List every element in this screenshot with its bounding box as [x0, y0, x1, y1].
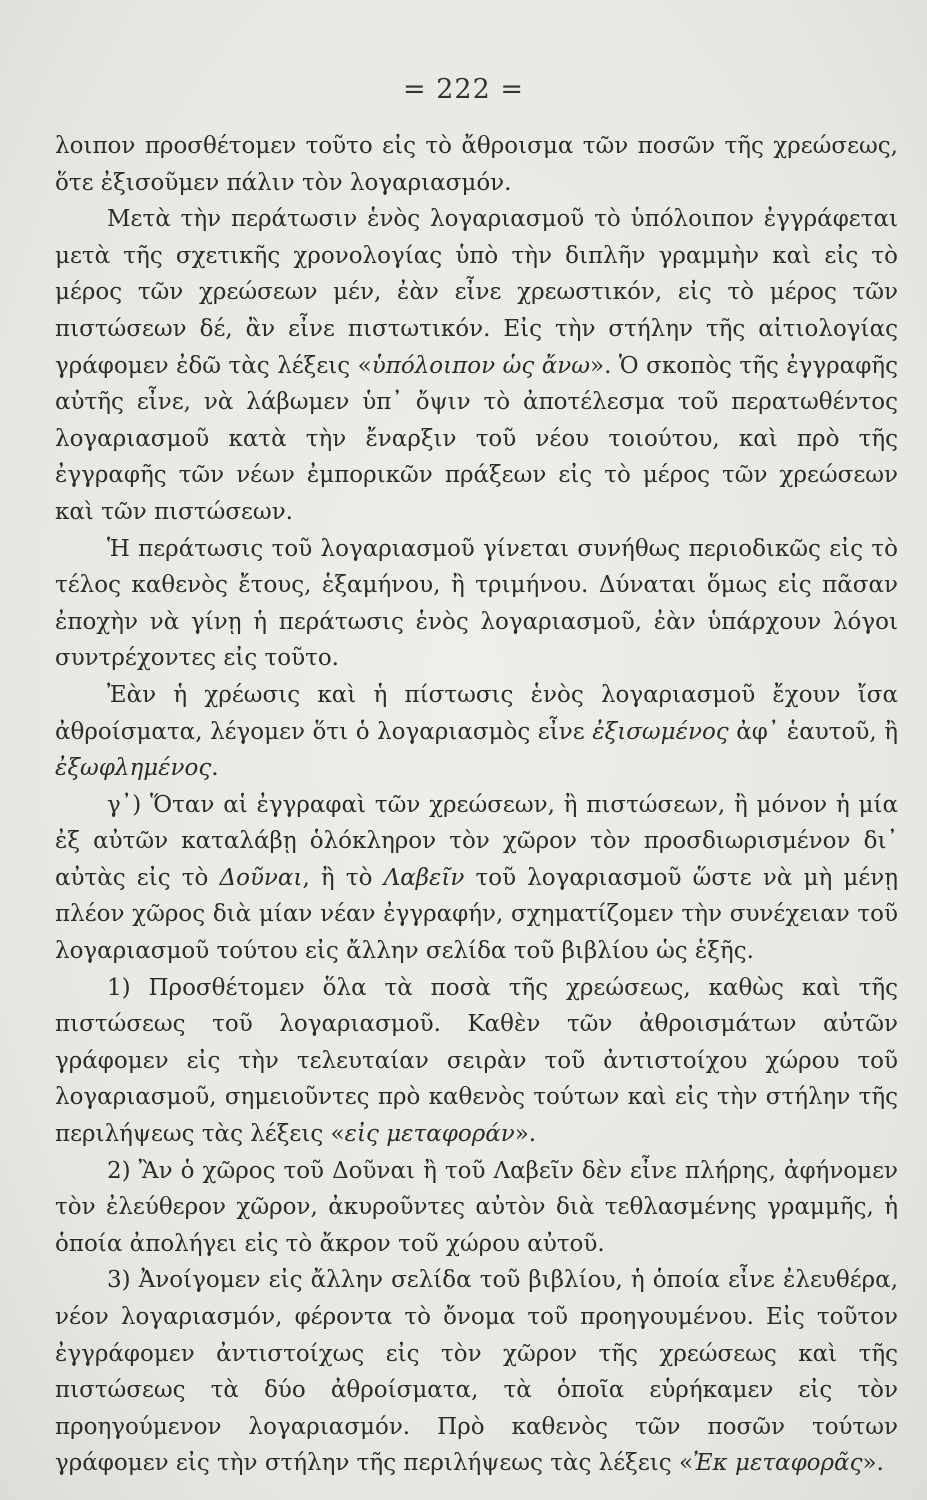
- italic-term: εἰς μεταφοράν: [344, 1121, 515, 1148]
- italic-term: Δοῦναι: [219, 864, 303, 891]
- paragraph-balanced-account: [55, 677, 898, 787]
- text-run: , ἢ τὸ: [302, 864, 384, 891]
- text-run: 1) Προσθέτομεν ὅλα τὰ ποσὰ τῆς χρεώσεως, καθὼς καὶ τῆς πιστώσεως τοῦ λογαριασμοῦ. Καθὲν τῶν ἀθροισμάτων αὐτῶν γράφομεν εἰς τὴν τελευταίαν σειρὰν τοῦ ἀντιστοίχου χώρου τοῦ λογαριασμοῦ, σημειοῦντες πρὸ καθενὸς τούτων καὶ εἰς τὴν στήλην τῆς περιλήψεως τὰς λέξεις «: [55, 974, 898, 1148]
- italic-term: Ἐκ μεταφορᾶς: [693, 1450, 863, 1477]
- text-run: .: [211, 755, 219, 782]
- text-run: γ᾽) Ὅταν αἱ ἐγγραφαὶ τῶν χρεώσεων, ἢ πιστώσεων, ἢ μόνον ἡ μία ἐξ αὐτῶν καταλάβῃ ὁλόκληρον τὸν χῶρον τὸν προσδιωρισμένον δι᾽ αὐτὰς εἰς τὸ: [55, 791, 898, 891]
- text-run: λοιπον προσθέτομεν τοῦτο εἰς τὸ ἄθροισμα τῶν ποσῶν τῆς χρεώσεως, ὅτε ἐξισοῦμεν πάλιν τὸν λογαριασμόν.: [55, 133, 898, 196]
- text-run: Ἡ περάτωσις τοῦ λογαριασμοῦ γίνεται συνήθως περιοδικῶς εἰς τὸ τέλος καθενὸς ἔτους, ἑξαμήνου, ἢ τριμήνου. Δύναται ὅμως εἰς πᾶσαν ἐποχὴν νὰ γίνῃ ἡ περάτωσις ἑνὸς λογαριασμοῦ, ἐὰν ὑπάρχουν λόγοι συντρέχοντες εἰς τοῦτο.: [55, 535, 898, 672]
- text-run: ».: [514, 1121, 537, 1148]
- italic-term: ὑπόλοιπον ὡς ἄνω: [371, 352, 590, 379]
- text-run: ἀφ᾽ ἑαυτοῦ, ἢ: [728, 718, 898, 745]
- text-run: ».: [862, 1450, 884, 1477]
- paragraph-account-closing-balance: [55, 201, 898, 530]
- text-run: 2) Ἂν ὁ χῶρος τοῦ Δοῦναι ἢ τοῦ Λαβεῖν δὲν εἶνε πλήρης, ἀφήνομεν τὸν ἐλεύθερον χῶρον, ἀκυροῦντες αὐτὸν διὰ τεθλασμένης γραμμῆς, ἡ ὁποία ἀπολήγει εἰς τὸ ἄκρον τοῦ χώρου αὐτοῦ.: [55, 1157, 898, 1257]
- page-body-text: [55, 128, 898, 1482]
- paragraph-section-gamma: [55, 787, 898, 970]
- paragraph-step-3: [55, 1262, 898, 1482]
- text-run: ». Ὁ σκοπὸς τῆς ἐγγραφῆς αὐτῆς εἶνε, νὰ λάβωμεν ὑπ᾽ ὄψιν τὸ ἀποτέλεσμα τοῦ περατωθέντος λογαριασμοῦ κατὰ τὴν ἔναρξιν τοῦ νέου τοιούτου, καὶ πρὸ τῆς ἐγγραφῆς τῶν νέων ἐμπορικῶν πράξεων εἰς τὸ μέρος τῶν χρεώσεων καὶ τῶν πιστώσεων.: [55, 352, 898, 525]
- text-run: Μετὰ τὴν περάτωσιν ἑνὸς λογαριασμοῦ τὸ ὑπόλοιπον ἐγγράφεται μετὰ τῆς σχετικῆς χρονολογίας ὑπὸ τὴν διπλῆν γραμμὴν καὶ εἰς τὸ μέρος τῶν χρεώσεων μέν, ἐὰν εἶνε χρεωστικόν, εἰς τὸ μέρος τῶν πιστώσεων δέ, ἂν εἶνε πιστωτικόν. Εἰς τὴν στήλην τῆς αἰτιολογίας γράφομεν ἐδῶ τὰς λέξεις «: [55, 206, 898, 379]
- paragraph-periodic-closing: [55, 531, 898, 677]
- text-run: Ἐὰν ἡ χρέωσις καὶ ἡ πίστωσις ἑνὸς λογαριασμοῦ ἔχουν ἴσα ἀθροίσματα, λέγομεν ὅτι ὁ λογαριασμὸς εἶνε: [55, 681, 898, 745]
- italic-term: Λαβεῖν: [383, 864, 465, 891]
- paragraph-step-2: [55, 1153, 898, 1263]
- text-run: 3) Ἀνοίγομεν εἰς ἄλλην σελίδα τοῦ βιβλίου, ἡ ὁποία εἶνε ἐλευθέρα, νέον λογαριασμόν, φέροντα τὸ ὄνομα τοῦ προηγουμένου. Εἰς τοῦτον ἐγγράφομεν ἀντιστοίχως εἰς τὸν χῶρον τῆς χρεώσεως καὶ τῆς πιστώσεως τὰ δύο ἀθροίσματα, τὰ ὁποῖα εὑρήκαμεν εἰς τὸν προηγούμενον λογαριασμόν. Πρὸ καθενὸς τῶν ποσῶν τούτων γράφομεν εἰς τὴν στήλην τῆς περιλήψεως τὰς λέξεις «: [55, 1267, 898, 1477]
- text-run: τοῦ λογαριασμοῦ ὥστε νὰ μὴ μένῃ πλέον χῶρος διὰ μίαν νέαν ἐγγραφήν, σχηματίζομεν τὴν συνέχειαν τοῦ λογαριασμοῦ τούτου εἰς ἄλλην σελίδα τοῦ βιβλίου ὡς ἑξῆς.: [55, 864, 898, 965]
- italic-term: ἐξωφλημένος: [55, 755, 212, 782]
- paragraph-step-1: [55, 970, 898, 1153]
- italic-term: ἐξισωμένος: [592, 718, 729, 745]
- page-number: = 222 =: [403, 74, 524, 105]
- paragraph-continuation: [55, 128, 898, 201]
